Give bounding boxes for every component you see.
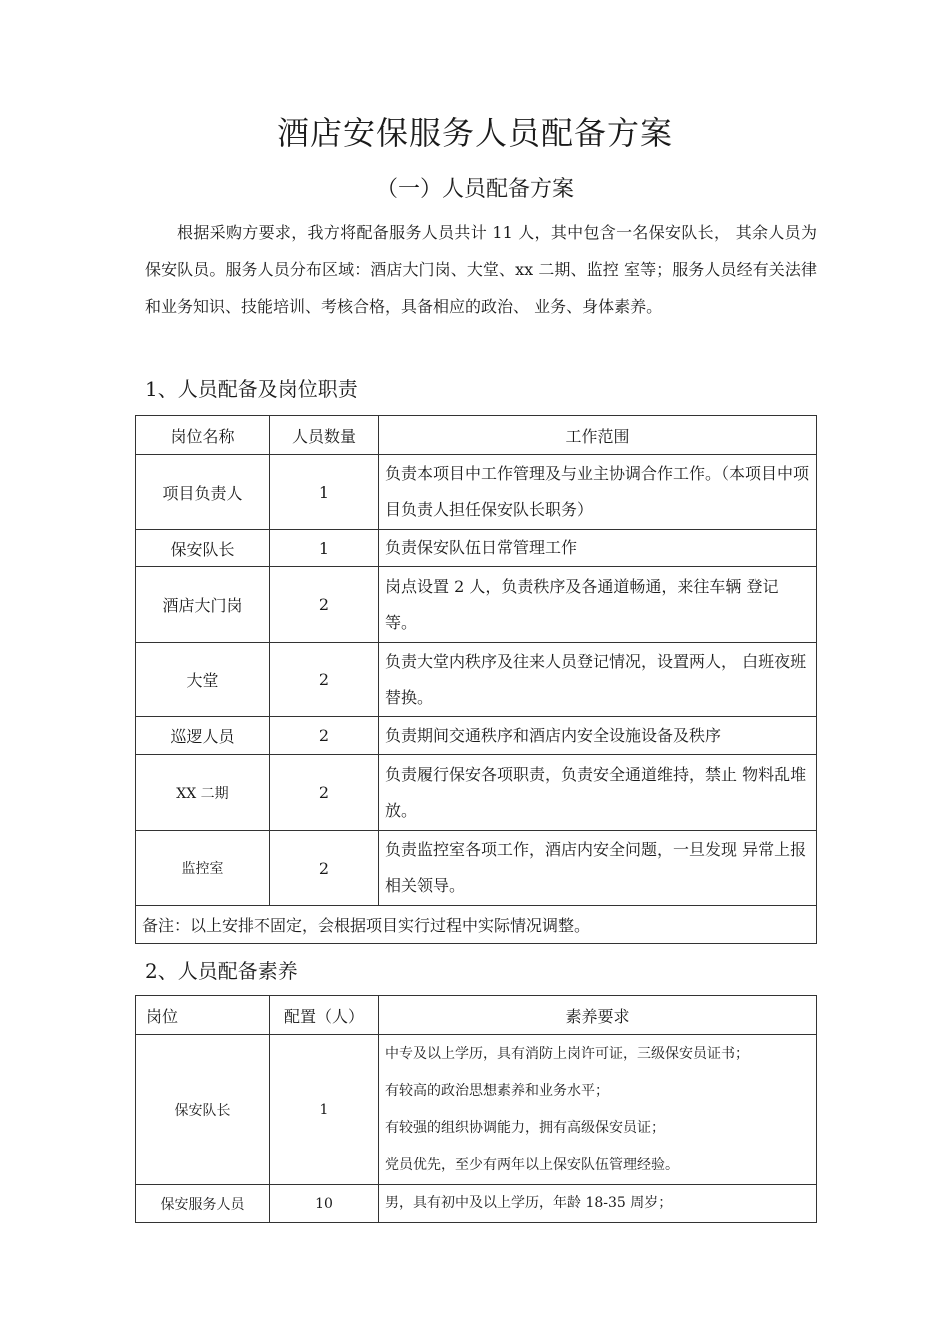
table-row [136,455,817,530]
requirement-line: 党员优先，至少有两年以上保安队伍管理经验。 [385,1156,679,1173]
header-count: 配置（人） [270,996,379,1035]
row-scope: 负责监控室各项工作，酒店内安全问题，一旦发现 异常上报相关领导。 [379,831,817,906]
row-count: 2 [270,567,379,643]
row-requirements [379,1185,817,1223]
row-post: 监控室 [136,831,270,906]
table-row [136,717,817,755]
qualification-table [135,995,817,1223]
row-post: 酒店大门岗 [136,567,270,643]
table-note-row [136,906,817,944]
row-post: 保安队长 [136,1035,270,1185]
table-row [136,1185,817,1223]
requirement-line: 有较强的组织协调能力，拥有高级保安员证； [385,1119,665,1136]
table-header-row [136,416,817,455]
row-scope: 岗点设置 2 人，负责秩序及各通道畅通，来往车辆 登记等。 [379,567,817,643]
row-scope: 负责大堂内秩序及往来人员登记情况，设置两人， 白班夜班替换。 [379,643,817,717]
table-row [136,755,817,831]
requirement-line: 中专及以上学历，具有消防上岗许可证，三级保安员证书； [385,1045,749,1062]
table-note: 备注：以上安排不固定，会根据项目实行过程中实际情况调整。 [136,906,817,944]
table-row [136,643,817,717]
section2-heading: 2、人员配备素养 [145,959,298,983]
intro-paragraph: 根据采购方要求，我方将配备服务人员共计 11 人，其中包含一名保安队长， 其余人员为保安队员。服务人员分布区域：酒店大门岗、大堂、xx 二期、监控 室等；服务人员经有关法律和业务知识、技能培训、考核合格，具备相应的政治、 业务、身体素养。 [145,223,817,316]
row-post: 项目负责人 [136,455,270,530]
row-count: 2 [270,831,379,906]
section1-heading: 1、人员配备及岗位职责 [145,377,358,401]
header-scope: 工作范围 [379,416,817,455]
table-row [136,831,817,906]
requirement-line: 男，具有初中及以上学历，年龄 18-35 周岁； [385,1195,673,1211]
row-post: 保安服务人员 [136,1185,270,1223]
row-count: 1 [270,455,379,530]
requirement-line: 有较高的政治思想素养和业务水平； [385,1082,609,1099]
table-row [136,567,817,643]
table-row [136,530,817,567]
row-post: XX 二期 [136,755,270,831]
table-row [136,1035,817,1185]
row-count: 10 [270,1185,379,1223]
header-post: 岗位 [136,996,270,1035]
row-scope: 负责期间交通秩序和酒店内安全设施设备及秩序 [379,717,817,755]
row-count: 2 [270,643,379,717]
row-scope: 负责本项目中工作管理及与业主协调合作工作。（本项目中项目负责人担任保安队长职务） [379,455,817,530]
row-count: 1 [270,530,379,567]
row-scope: 负责履行保安各项职责，负责安全通道维持，禁止 物料乱堆放。 [379,755,817,831]
row-count: 2 [270,755,379,831]
row-post: 保安队长 [136,530,270,567]
row-count: 2 [270,717,379,755]
table-header-row [136,996,817,1035]
staffing-table [135,415,817,944]
document-subtitle: （一）人员配备方案 [375,177,574,202]
row-count: 1 [270,1035,379,1185]
row-scope: 负责保安队伍日常管理工作 [379,530,817,567]
row-post: 大堂 [136,643,270,717]
document-title: 酒店安保服务人员配备方案 [276,114,673,152]
header-post: 岗位名称 [136,416,270,455]
header-count: 人员数量 [270,416,379,455]
header-requirements: 素养要求 [379,996,817,1035]
row-post: 巡逻人员 [136,717,270,755]
row-requirements [379,1035,817,1185]
